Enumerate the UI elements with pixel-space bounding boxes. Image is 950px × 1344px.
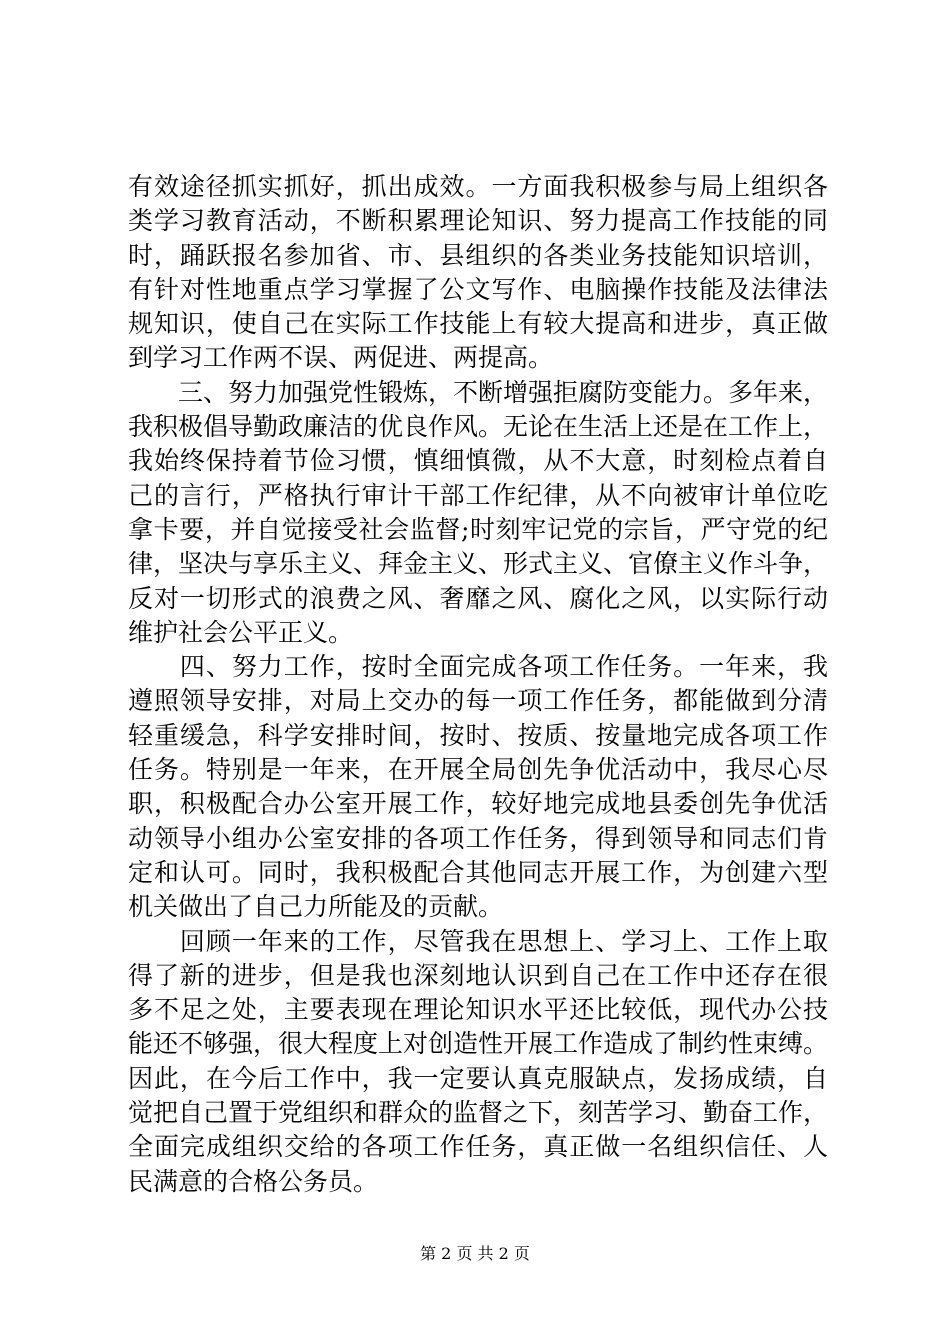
text-line: 动领导小组办公室安排的各项工作任务，得到领导和同志们肯 [128, 823, 828, 853]
text-line: 职，积极配合办公室开展工作，较好地完成地县委创先争优活 [128, 789, 828, 819]
text-line: 遵照领导安排，对局上交办的每一项工作任务，都能做到分清 [128, 686, 828, 716]
paragraph-party-discipline [128, 376, 828, 650]
text-line: 任务。特别是一年来，在开展全局创先争优活动中，我尽心尽 [128, 755, 828, 785]
text-line: 到学习工作两不误、两促进、两提高。 [128, 343, 554, 373]
text-line: 有针对性地重点学习掌握了公文写作、电脑操作技能及法律法 [128, 274, 828, 304]
text-line: 时，踊跃报名参加省、市、县组织的各类业务技能知识培训， [128, 240, 828, 270]
text-line: 多不足之处，主要表现在理论知识水平还比较低，现代办公技 [128, 995, 828, 1025]
body-text [128, 170, 828, 1199]
text-line: 拿卡要，并自觉接受社会监督;时刻牢记党的宗旨，严守党的纪 [128, 514, 828, 544]
paragraph-work-tasks [128, 650, 828, 924]
text-line: 三、努力加强党性锻炼，不断增强拒腐防变能力。多年来， [128, 377, 829, 407]
text-line: 律，坚决与享乐主义、拜金主义、形式主义、官僚主义作斗争， [128, 549, 829, 579]
text-line: 定和认可。同时，我积极配合其他同志开展工作，为创建六型 [128, 857, 828, 887]
text-line: 能还不够强，很大程度上对创造性开展工作造成了制约性束缚。 [128, 1029, 829, 1059]
text-line: 己的言行，严格执行审计干部工作纪律，从不向被审计单位吃 [128, 480, 828, 510]
paragraph-study [128, 170, 828, 376]
text-line: 轻重缓急，科学安排时间，按时、按质、按量地完成各项工作 [128, 720, 828, 750]
text-line: 我积极倡导勤政廉洁的优良作风。无论在生活上还是在工作上， [128, 412, 829, 442]
text-line: 有效途径抓实抓好，抓出成效。一方面我积极参与局上组织各 [128, 172, 828, 201]
text-line: 我始终保持着节俭习惯，慎细慎微，从不大意，时刻检点着自 [128, 446, 828, 476]
text-line: 觉把自己置于党组织和群众的监督之下，刻苦学习、勤奋工作， [128, 1098, 829, 1128]
text-line: 全面完成组织交给的各项工作任务，真正做一名组织信任、人 [128, 1132, 828, 1162]
text-line: 民满意的合格公务员。 [128, 1166, 379, 1196]
paragraph-review [128, 925, 828, 1199]
text-line: 回顾一年来的工作，尽管我在思想上、学习上、工作上取 [128, 926, 828, 956]
page-number-footer: 第 2 页 共 2 页 [420, 1244, 530, 1263]
text-line: 四、努力工作，按时全面完成各项工作任务。一年来，我 [128, 652, 828, 682]
text-line: 机关做出了自己力所能及的贡献。 [128, 892, 504, 922]
text-line: 类学习教育活动，不断积累理论知识、努力提高工作技能的同 [128, 206, 828, 236]
text-line: 得了新的进步，但是我也深刻地认识到自己在工作中还存在很 [128, 960, 828, 990]
text-line: 反对一切形式的浪费之风、奢靡之风、腐化之风，以实际行动 [128, 583, 828, 613]
text-line: 规知识，使自己在实际工作技能上有较大提高和进步，真正做 [128, 309, 828, 339]
text-line: 维护社会公平正义。 [128, 617, 354, 647]
text-line: 因此，在今后工作中，我一定要认真克服缺点，发扬成绩，自 [128, 1063, 828, 1093]
